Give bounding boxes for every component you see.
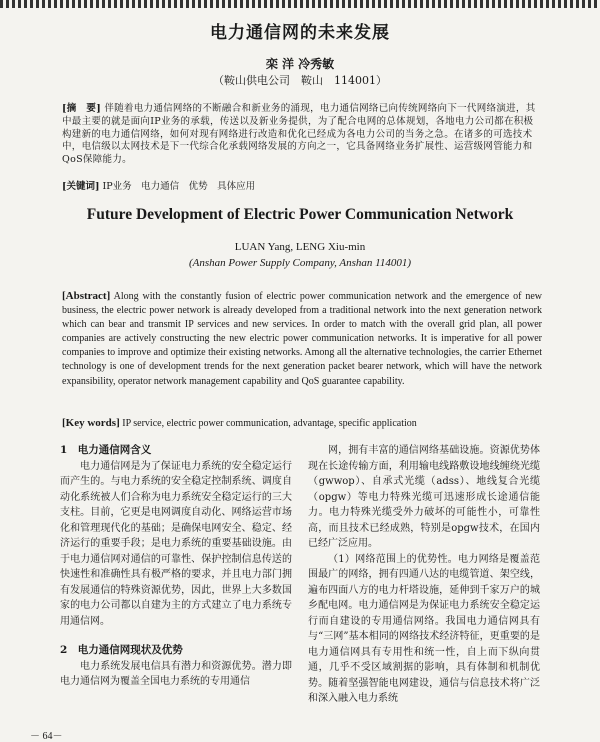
abstract-chinese xyxy=(62,103,540,167)
authors-chinese: 栾 洋 冷秀敏 xyxy=(265,57,335,71)
abstract-chinese-text: 伴随着电力通信网络的不断融合和新业务的涌现，电力通信网络已向传统网络向下一代网络演进，其中最主要的就是面向IP业务的承载，传送以及新业务提供，为了配合电网的总体规划，各地电力公司都在积极构建新的电力通信网络，如何对现有网络进行改造和优化已经成为各电力公司的当务之急。在诸多的可选技术中，电信级以太网技术是下一代综合化承载网络发展的方向之一，它具备网络业务扩展性、运营级网管能力和QoS保障能力。 xyxy=(62,103,536,166)
top-decorative-border xyxy=(0,0,600,8)
keywords-english-text: IP service, electric power communication, advantage, specific application xyxy=(122,418,417,429)
section-2-heading: 2 电力通信网现状及优势 xyxy=(60,644,183,656)
keywords-english-label: [Key words] xyxy=(62,417,120,429)
body-left-column xyxy=(60,443,292,690)
abstract-chinese-label: [摘 要] xyxy=(62,103,101,114)
section-1-paragraph: 电力通信网是为了保证电力系统的安全稳定运行而产生的。与电力系统的安全稳定控制系统、调度自动化系统被人们合称为电力系统安全稳定运行的三大支柱。目前，它更是电网调度自动化、网络运营市场化和管理现代化的基础；是确保电网安全、稳定、经济运行的重要手段；是电力系统的重要基础设施。由于电力通信网对通信的可靠性、保护控制信息传送的快速性和准确性具有极严格的要求，并且电力部门拥有发展通信的特殊资源优势，因此，世界上大多数国家的电力公司都以自建为主的方式建立了电力系统专用通信网。 xyxy=(60,460,292,627)
page-number: － 64－ xyxy=(30,731,63,742)
keywords-chinese-label: [关键词] xyxy=(62,181,100,192)
title-english: Future Development of Electric Power Communication Network xyxy=(86,206,514,223)
abstract-english xyxy=(62,289,542,389)
authors-english: LUAN Yang, LENG Xiu-min xyxy=(234,241,366,253)
affiliation-english: (Anshan Power Supply Company, Anshan 114001) xyxy=(188,257,412,269)
abstract-english-text: Along with the constantly fusion of electric power communication network and the emergence of new business, the electric power network is already developed from a traditional network into the next generation network which can bear and transmit IP services and new services. In order to match with the overall grid plan, all power companies are actively constructing the new electric power communication networks. It is imperative for all power companies to improve and optimize their existing networks. Among all the alternative technologies, the carrier Ethernet technology is one of development trends for the next generation packet bearer network, which will have the network expansibility, operator network management capability and QoS guarantee capability. xyxy=(62,291,542,387)
body-right-column xyxy=(308,443,540,707)
title-chinese: 电力通信网的未来发展 xyxy=(210,23,390,43)
right-paragraph-2: （1）网络范围上的优势性。电力网络是覆盖范围最广的网络，拥有四通八达的电缆管道、架空线，遍布四面八方的电力杆塔设施，延伸到千家万户的城乡配电网。电力通信网是为保证电力系统安全稳定运行而自建设的专用通信网络。我国电力通信网具有与“三网”基本相同的网络技术经济特征，更重要的是电力通信网具有专用性和统一性，自上而下纵向贯通，几乎不受区域割据的影响，具有体制和机制优势。随着坚强智能电网建设，通信与信息技术将广泛和深入融入电力系统 xyxy=(308,553,540,704)
keywords-chinese-text: IP业务 电力通信 优势 具体应用 xyxy=(102,181,256,192)
section-2-paragraph: 电力系统发展电信具有潜力和资源优势。潜力即电力通信网为覆盖全国电力系统的专用通信 xyxy=(60,660,292,687)
affiliation-chinese: （鞍山供电公司 鞍山 114001） xyxy=(213,74,387,87)
right-paragraph-1: 网，拥有丰富的通信网络基础设施。资源优势体现在长途传输方面，利用输电线路敷设地线缠绕光缆（gwwop）、自承式光缆（adss）、地线复合光缆（opgw）等电力特殊光缆可迅速形成长途通信能力。电力特殊光缆受外力破坏的可能性小，可靠性高，而且技术已经成熟，特别是opgw技术，在国内已经广泛应用。 xyxy=(308,445,540,549)
abstract-english-label: [Abstract] xyxy=(62,290,111,302)
keywords-chinese xyxy=(62,178,540,192)
section-1-heading: 1 电力通信网含义 xyxy=(60,444,152,456)
keywords-english xyxy=(62,417,542,429)
